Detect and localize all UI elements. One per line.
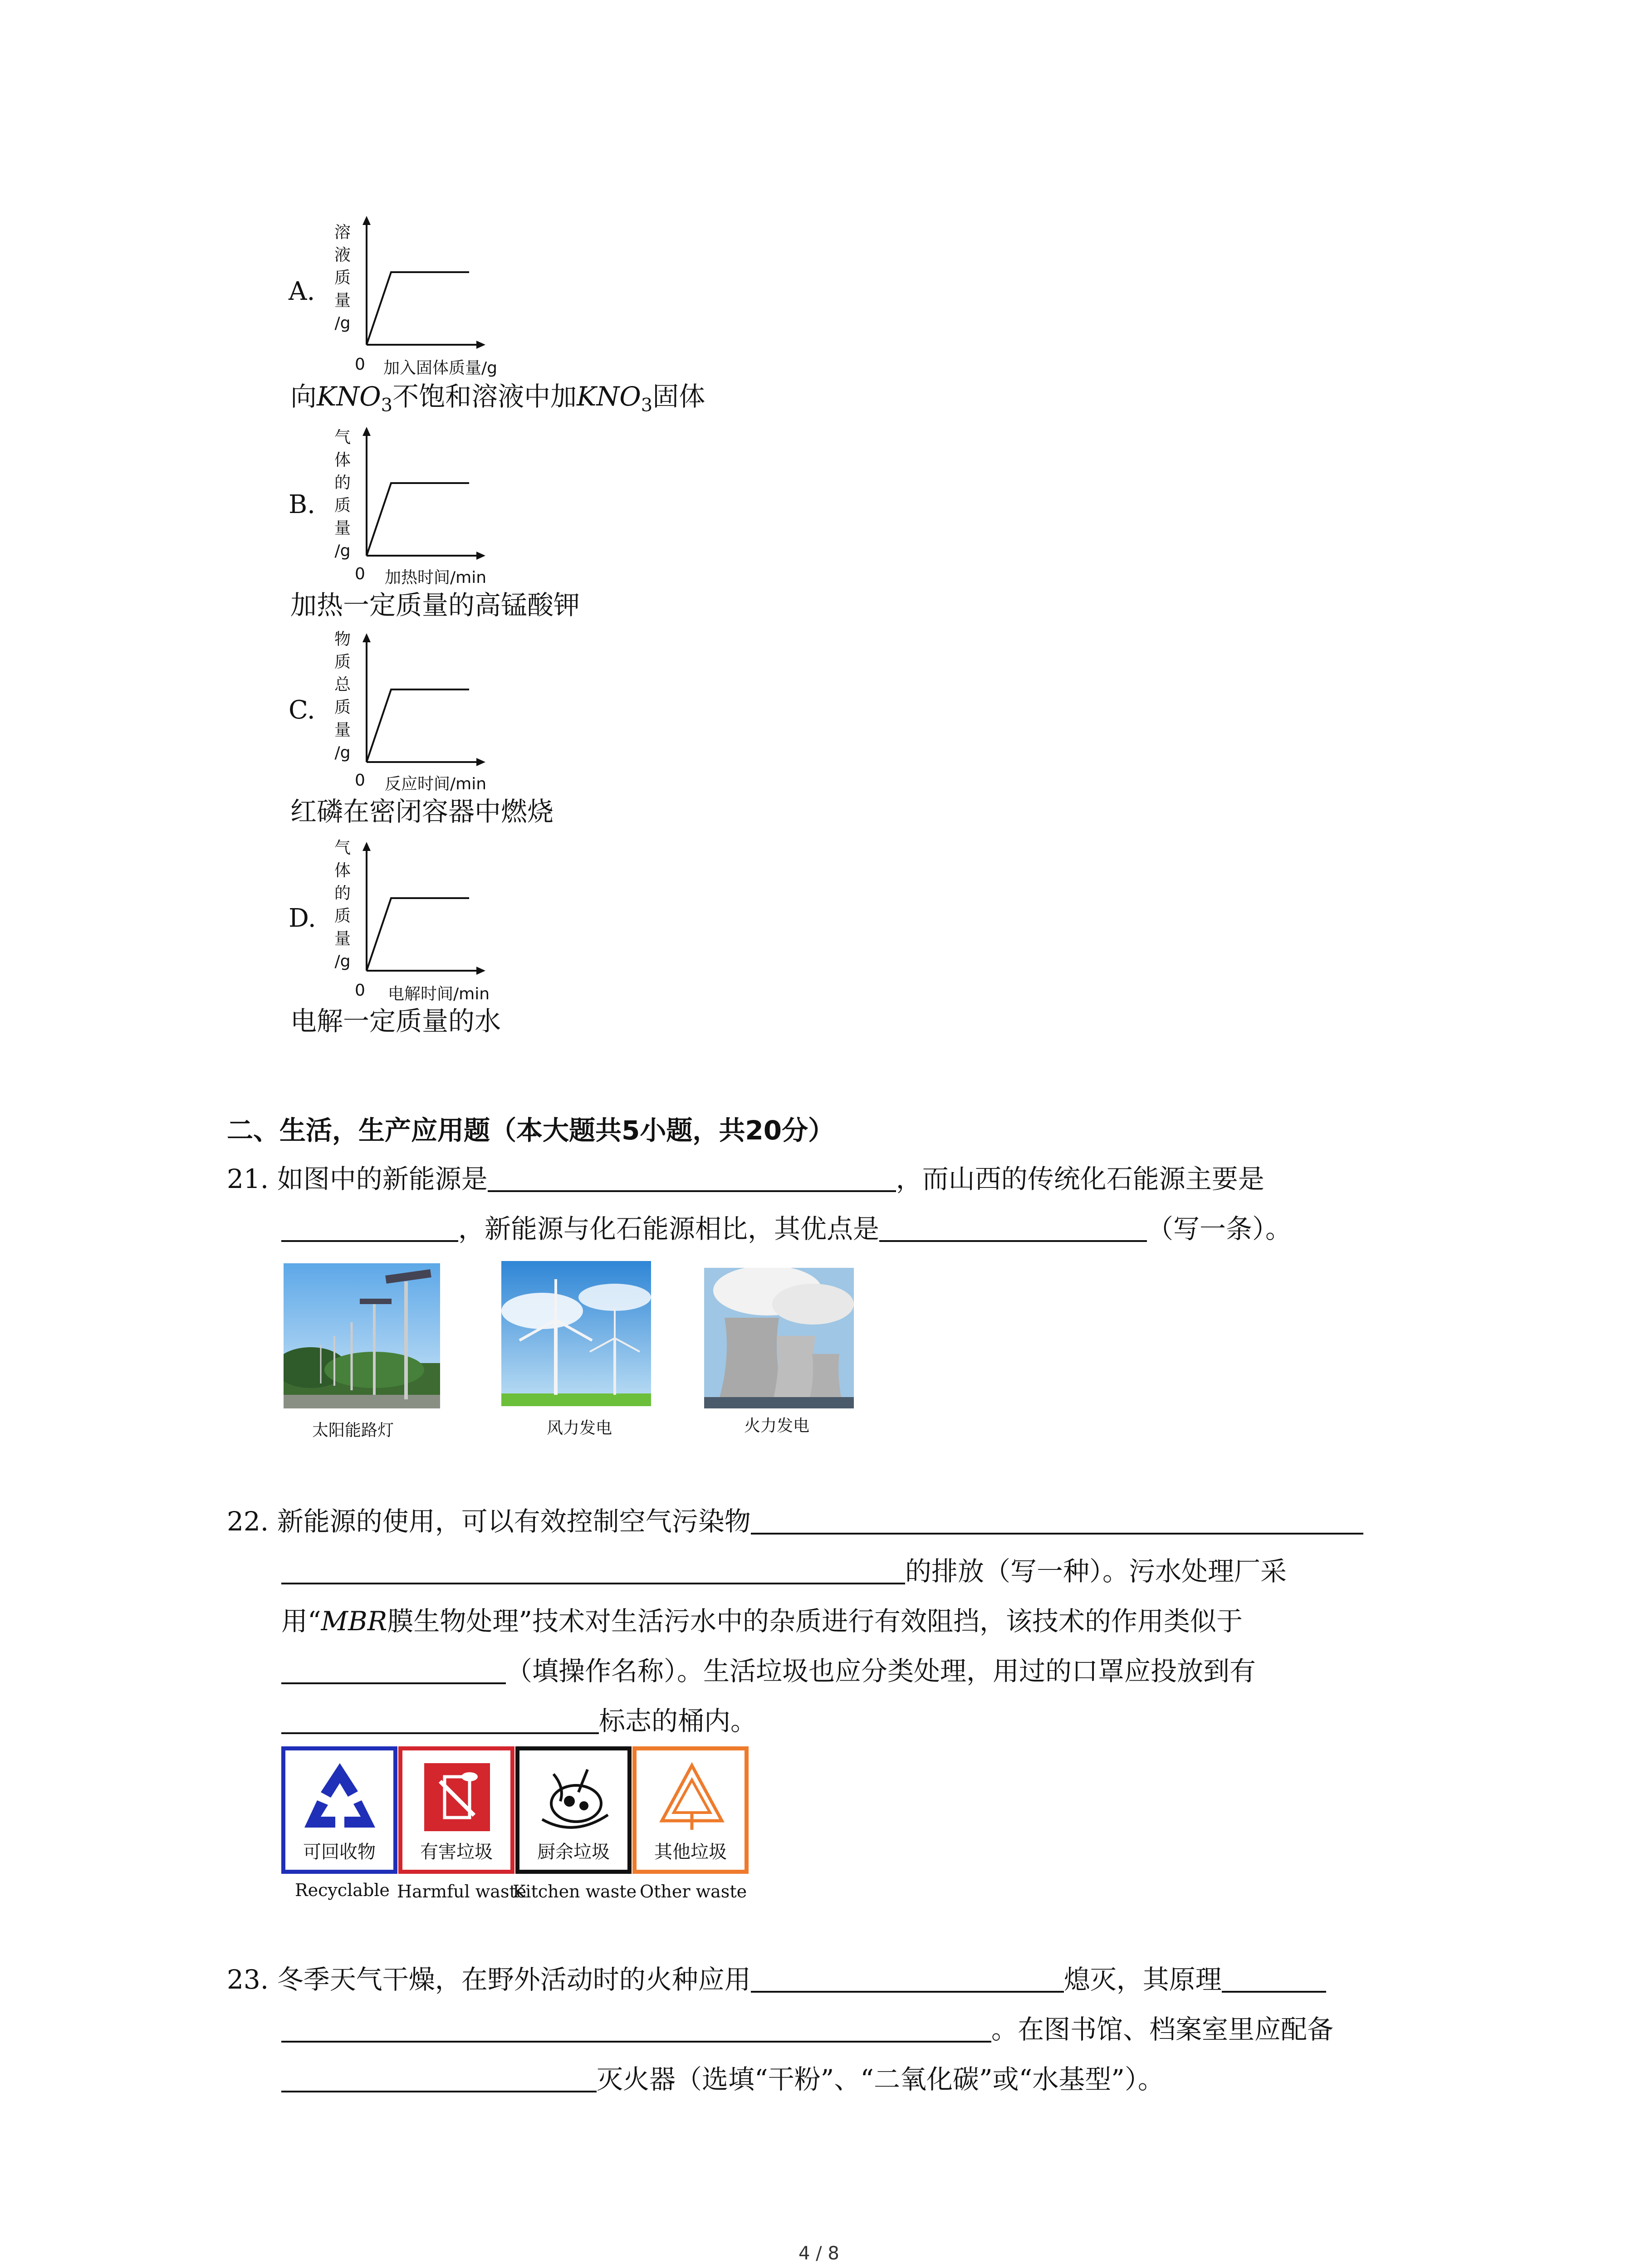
bin-english-label: Other waste [640,1882,747,1901]
option-letter: B. [289,490,315,519]
answer-blank[interactable] [1222,1991,1326,1993]
question-21-line1: 21. 如图中的新能源是 ，而山西的传统化石能源主要是 [227,1163,1264,1194]
graph-origin: 0 [355,771,365,790]
graph-d-svg [354,839,490,980]
recycle-icon [303,1760,377,1837]
answer-blank[interactable] [751,1991,1064,1993]
answer-blank[interactable] [281,1732,599,1734]
option-letter: C. [289,695,315,725]
graph-c-svg [354,631,490,771]
option-letter: A. [289,277,315,306]
graph-y-label: 气 体 的 质 量 /g [334,839,351,971]
graph-caption: 加热一定质量的高锰酸钾 [290,590,580,621]
graph-caption: 红磷在密闭容器中燃烧 [290,796,554,827]
question-22-line5: 标志的桶内。 [281,1708,757,1734]
question-22-line3: 用“MBR膜生物处理”技术对生活污水中的杂质进行有效阻挡，该技术的作用类似于 [281,1606,1243,1637]
image-caption: 太阳能路灯 [312,1421,394,1440]
graph-b-svg [354,424,490,565]
other-waste-bin-sign [632,1746,749,1874]
answer-blank[interactable] [281,2041,991,2043]
graph-a-svg [354,213,490,354]
option-letter: D. [289,904,316,933]
answer-blank[interactable] [879,1240,1147,1242]
question-23-line2: 。在图书馆、档案室里应配备 [281,2016,1333,2043]
answer-blank[interactable] [488,1190,896,1192]
bin-label: 其他垃圾 [654,1842,727,1862]
question-23-line1: 23. 冬季天气干燥，在野外活动时的火种应用 熄灭，其原理 [227,1966,1326,1993]
graph-y-label: 气 体 的 质 量 /g [334,428,351,560]
graph-origin: 0 [355,565,365,583]
kitchen-icon [533,1760,615,1835]
graph-x-label: 电解时间/min [388,985,490,1003]
graph-origin: 0 [355,981,365,1000]
harmful-waste-bin-sign [398,1746,514,1874]
graph-caption: 向$KNO_3$不饱和溶液中加$KNO_3$固体 [290,381,705,416]
question-22-line4: （填操作名称）。生活垃圾也应分类处理，用过的口罩应投放到有 [281,1658,1256,1684]
bin-label: 可回收物 [303,1842,376,1862]
graph-x-label: 反应时间/min [385,775,487,793]
answer-blank[interactable] [281,1240,458,1242]
bin-label: 有害垃圾 [420,1842,493,1862]
graph-origin: 0 [355,355,365,374]
other-waste-icon [659,1762,725,1834]
page-number: 4 / 8 [798,2243,839,2264]
answer-blank[interactable] [281,2091,597,2092]
answer-blank[interactable] [281,1583,905,1584]
question-22-line1: 22. 新能源的使用，可以有效控制空气污染物 [227,1508,1363,1535]
harmful-icon [424,1763,490,1831]
image-caption: 风力发电 [547,1419,612,1437]
bin-english-label: Recyclable [295,1880,390,1900]
section-heading: 二、生活，生产应用题（本大题共5小题，共20分） [227,1115,835,1146]
wind-power-image [501,1261,651,1406]
question-22-line2: 的排放（写一种）。污水处理厂采 [281,1558,1287,1584]
graph-y-label: 溶 液 质 量 /g [334,223,351,332]
thermal-power-image [704,1268,854,1408]
graph-caption: 电解一定质量的水 [290,1006,501,1036]
bin-label: 厨余垃圾 [537,1842,610,1862]
image-caption: 火力发电 [744,1417,810,1435]
question-23-line3: 灭火器（选填“干粉”、“二氧化碳”或“水基型”）。 [281,2066,1164,2092]
question-21-line2: ，新能源与化石能源相比，其优点是 （写一条）。 [281,1216,1292,1242]
recyclable-bin-sign [281,1746,397,1874]
graph-x-label: 加热时间/min [385,568,487,587]
graph-x-label: 加入固体质量/g [383,359,497,377]
solar-streetlight-image [284,1263,440,1408]
answer-blank[interactable] [751,1533,1363,1535]
graph-y-label: 物 质 总 质 量 /g [334,630,351,762]
answer-blank[interactable] [281,1682,506,1684]
kitchen-waste-bin-sign [515,1746,632,1874]
bin-english-label: Kitchen waste [513,1882,637,1901]
bin-english-label: Harmful waste [397,1882,527,1901]
